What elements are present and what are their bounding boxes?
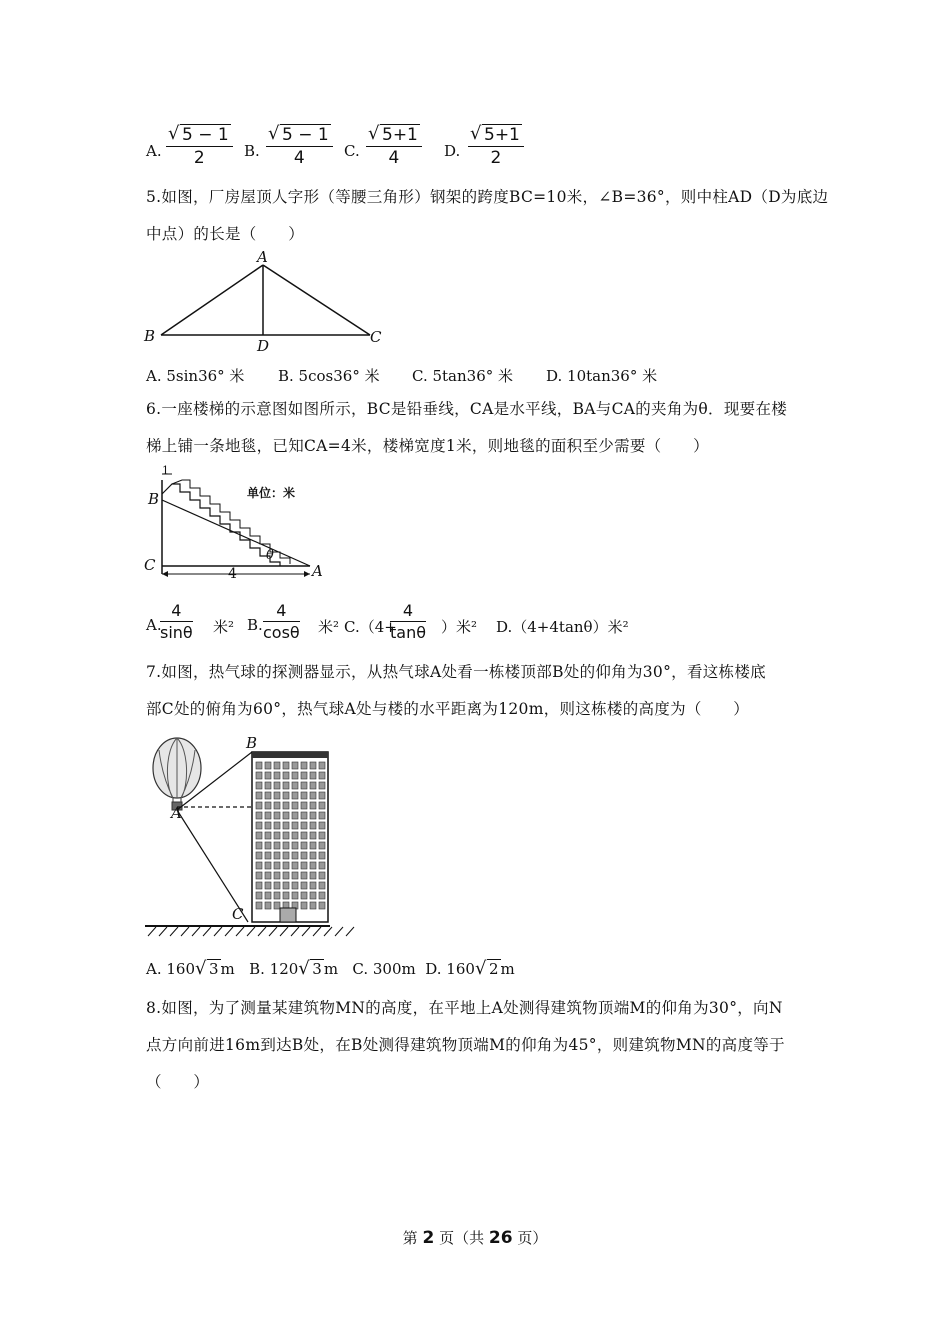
q6-option-a-numerator: 4	[171, 601, 182, 620]
q5-option-c: C. 5tan36° 米	[412, 367, 514, 385]
q4-option-c-label: C.	[344, 142, 360, 160]
q5-label-c: C	[370, 328, 382, 346]
ground-hatch	[280, 927, 288, 936]
q6-text-line1: 6.一座楼梯的示意图如图所示，BC是铅垂线，CA是水平线，BA与CA的夹角为θ．现要在楼	[146, 400, 788, 418]
building-window	[319, 822, 325, 829]
building-window	[283, 882, 289, 889]
q7-label-a: A	[171, 804, 182, 822]
q6-option-b-numerator: 4	[276, 601, 287, 620]
building-window	[265, 822, 271, 829]
building-window	[301, 782, 307, 789]
building-window	[265, 782, 271, 789]
building-window	[319, 862, 325, 869]
ground-hatch	[236, 927, 244, 936]
building-window	[310, 772, 316, 779]
building-window	[265, 812, 271, 819]
building-window	[283, 822, 289, 829]
building-window	[283, 852, 289, 859]
ground-hatch	[346, 927, 354, 936]
building-window	[301, 892, 307, 899]
building-window	[274, 772, 280, 779]
building-window	[319, 782, 325, 789]
building-window	[310, 762, 316, 769]
building-window	[319, 842, 325, 849]
building-window	[310, 842, 316, 849]
building-window	[274, 832, 280, 839]
building-window	[292, 762, 298, 769]
q8-text-line1: 8.如图，为了测量某建筑物MN的高度，在平地上A处测得建筑物顶端M的仰角为30°，向N	[146, 999, 783, 1017]
q6-option-c-fraction	[390, 601, 426, 642]
building-window	[301, 812, 307, 819]
q6-text-line2: 梯上铺一条地毯，已知CA=4米，楼梯宽度1米，则地毯的面积至少需要（ ）	[146, 437, 709, 455]
q7-option-b-prefix: B. 120	[249, 960, 299, 978]
q4-option-a-numerator: 5 − 1	[182, 125, 229, 145]
building-icon	[252, 752, 328, 922]
q5-triangle-figure	[140, 250, 390, 360]
ground-hatch	[192, 927, 200, 936]
q4-option-b-fraction: √ 5 − 1 4	[266, 125, 333, 168]
ground-hatch	[225, 927, 233, 936]
building-window	[310, 862, 316, 869]
q6-option-a-unit: 米²	[213, 618, 235, 636]
building-window	[292, 862, 298, 869]
building-window	[283, 802, 289, 809]
ground-hatch	[214, 927, 222, 936]
q6-option-c-unit: ）米²	[441, 618, 478, 636]
building-window	[274, 882, 280, 889]
building-window	[256, 842, 262, 849]
building-window	[265, 842, 271, 849]
q4-option-a-denominator: 2	[193, 148, 205, 168]
q7-label-c: C	[232, 905, 244, 923]
building-window	[301, 842, 307, 849]
q6-option-b-unit: 米²	[318, 618, 340, 636]
q5-option-a: A. 5sin36° 米	[146, 367, 245, 385]
q5-text-line1: 5.如图，厂房屋顶人字形（等腰三角形）钢架的跨度BC=10米，∠B=36°，则中柱AD（D为底边	[146, 188, 829, 206]
building-window	[292, 812, 298, 819]
building-window	[256, 782, 262, 789]
building-window	[292, 822, 298, 829]
ground-hatch	[247, 927, 255, 936]
building-window	[283, 842, 289, 849]
building-window	[274, 842, 280, 849]
building-window	[274, 852, 280, 859]
building-window	[319, 902, 325, 909]
building-window	[265, 902, 271, 909]
q7-option-b-radicand: 3	[312, 960, 322, 978]
q5-option-b: B. 5cos36° 米	[278, 367, 380, 385]
q8-text-line2: 点方向前进16m到达B处，在B处测得建筑物顶端M的仰角为45°，则建筑物MN的高度等于	[146, 1036, 785, 1054]
building-window	[301, 772, 307, 779]
hot-air-balloon-icon	[153, 738, 201, 810]
q7-options: A. 160 √ 3 m B. 120 √ 3 m C. 300m D. 160 √ 2 m	[146, 958, 515, 979]
q6-option-a-label: A.	[146, 616, 162, 634]
q6-option-b-fraction	[263, 601, 300, 642]
building-window	[310, 902, 316, 909]
building-window	[256, 832, 262, 839]
q6-option-b-denominator: cosθ	[263, 623, 300, 642]
footer-middle: 页（共	[439, 1229, 485, 1247]
building-window	[265, 792, 271, 799]
building-window	[274, 902, 280, 909]
building-window	[319, 802, 325, 809]
building-window	[310, 802, 316, 809]
q7-option-a-prefix: A. 160	[146, 960, 195, 978]
ground-hatch	[170, 927, 178, 936]
building-window	[265, 882, 271, 889]
building-window	[256, 812, 262, 819]
q7-option-c: C. 300m	[352, 960, 416, 978]
building-window	[319, 872, 325, 879]
q4-option-b-denominator: 4	[293, 148, 305, 168]
building-window	[310, 782, 316, 789]
building-window	[274, 792, 280, 799]
building-window	[265, 832, 271, 839]
building-window	[265, 772, 271, 779]
q7-option-a-radicand: 3	[209, 960, 219, 978]
ground-hatch	[291, 927, 299, 936]
ground-hatching	[148, 927, 354, 936]
building-window	[292, 802, 298, 809]
building-window	[274, 812, 280, 819]
q6-option-c-denominator: tanθ	[390, 623, 427, 642]
building-window	[292, 792, 298, 799]
q5-label-d: D	[257, 337, 270, 355]
ground-hatch	[148, 927, 156, 936]
building-window	[292, 832, 298, 839]
building-window	[265, 762, 271, 769]
q5-text-line2: 中点）的长是（ ）	[146, 225, 305, 243]
building-window	[283, 772, 289, 779]
q6-label-c: C	[144, 556, 156, 574]
building-window	[283, 872, 289, 879]
q7-balloon-building-figure	[140, 730, 360, 945]
q4-option-c-denominator: 4	[388, 148, 400, 168]
building-window	[301, 852, 307, 859]
building-window	[274, 782, 280, 789]
q7-text-line1: 7.如图，热气球的探测器显示，从热气球A处看一栋楼顶部B处的仰角为30°，看这栋楼底	[146, 663, 766, 681]
q7-option-a-unit: m	[220, 960, 235, 978]
staircase-slope-ba	[162, 500, 310, 566]
building-window	[292, 772, 298, 779]
building-window	[319, 852, 325, 859]
ground-hatch	[324, 927, 332, 936]
q6-label-width: 1	[162, 464, 169, 477]
q6-label-length: 4	[228, 566, 237, 582]
building-window	[310, 872, 316, 879]
building-window	[256, 882, 262, 889]
building-window	[292, 892, 298, 899]
q6-label-a: A	[312, 562, 323, 580]
building-window	[301, 832, 307, 839]
ground-hatch	[269, 927, 277, 936]
building-window	[319, 882, 325, 889]
q4-option-d-denominator: 2	[490, 148, 502, 168]
building-window	[265, 802, 271, 809]
building-window	[256, 862, 262, 869]
building-window	[256, 822, 262, 829]
q7-label-b: B	[246, 734, 258, 752]
q6-unit-label: 单位：米	[247, 486, 296, 500]
building-window	[319, 812, 325, 819]
staircase-diagram	[140, 470, 340, 585]
ground-hatch	[302, 927, 310, 936]
building-window	[292, 872, 298, 879]
building-window	[283, 782, 289, 789]
building-window	[283, 892, 289, 899]
building-window	[310, 832, 316, 839]
building-window	[256, 872, 262, 879]
building-window	[301, 902, 307, 909]
q4-option-d-fraction: √ 5+1 2	[468, 125, 524, 168]
building-window	[310, 822, 316, 829]
building-window	[283, 792, 289, 799]
building-window	[256, 852, 262, 859]
triangle-side-ac	[263, 265, 370, 335]
building-window	[301, 802, 307, 809]
building-window	[283, 862, 289, 869]
building-window	[256, 762, 262, 769]
building-window	[310, 792, 316, 799]
building-window	[274, 802, 280, 809]
building-window	[256, 772, 262, 779]
balloon-building-diagram	[140, 730, 360, 945]
q5-option-d: D. 10tan36° 米	[546, 367, 658, 385]
building-window	[256, 802, 262, 809]
building-window	[292, 882, 298, 889]
ground-hatch	[313, 927, 321, 936]
building-window	[319, 772, 325, 779]
q6-option-a-fraction	[160, 601, 193, 642]
building-window	[319, 832, 325, 839]
building-window	[301, 882, 307, 889]
ground-hatch	[159, 927, 167, 936]
q6-option-d: D.（4+4tanθ）米²	[496, 618, 629, 636]
q4-option-a-fraction: √ 5 − 1 2	[166, 125, 233, 168]
q8-text-line3: （ ）	[146, 1073, 210, 1091]
q6-option-b-label: B.	[247, 616, 263, 634]
building-window	[274, 862, 280, 869]
triangle-side-ab	[161, 265, 263, 335]
building-window	[319, 762, 325, 769]
q5-label-a: A	[257, 248, 268, 266]
building-window	[310, 812, 316, 819]
building-window	[256, 902, 262, 909]
building-window	[283, 812, 289, 819]
q4-option-c-fraction: √ 5+1 4	[366, 125, 422, 168]
q6-staircase-figure	[140, 464, 340, 585]
q4-option-a-label: A.	[146, 142, 162, 160]
q4-option-b-label: B.	[244, 142, 260, 160]
building-window	[292, 842, 298, 849]
building-window	[283, 832, 289, 839]
ground-hatch	[203, 927, 211, 936]
page-footer	[0, 1227, 950, 1248]
building-window	[310, 892, 316, 899]
q7-option-d-radicand: 2	[488, 960, 499, 978]
building-window	[265, 852, 271, 859]
building-window	[274, 892, 280, 899]
q4-option-b-numerator: 5 − 1	[282, 125, 329, 145]
building-window	[301, 792, 307, 799]
q6-option-c-label: C.（4+	[344, 618, 397, 636]
q7-option-b-unit: m	[323, 960, 339, 978]
q7-text-line2: 部C处的俯角为60°，热气球A处与楼的水平距离为120m，则这栋楼的高度为（ ）	[146, 700, 750, 718]
q5-label-b: B	[144, 327, 156, 345]
building-window	[301, 822, 307, 829]
building-window	[274, 762, 280, 769]
q4-option-d-label: D.	[444, 142, 461, 160]
q4-option-c-numerator: 5+1	[382, 125, 418, 145]
q4-option-d-numerator: 5+1	[484, 125, 520, 145]
q6-option-a-denominator: sinθ	[160, 623, 193, 642]
building-window	[292, 782, 298, 789]
footer-total-pages: 26	[488, 1228, 513, 1248]
building-window	[310, 852, 316, 859]
ground-hatch	[181, 927, 189, 936]
building-window	[301, 862, 307, 869]
building-window	[256, 892, 262, 899]
building-window	[274, 822, 280, 829]
building-window	[319, 892, 325, 899]
ground-hatch	[335, 927, 343, 936]
q7-option-d-unit: m	[500, 960, 515, 978]
q6-label-theta: θ	[266, 548, 274, 563]
building-window	[265, 892, 271, 899]
building-window	[256, 792, 262, 799]
ground-hatch	[258, 927, 266, 936]
building-window	[265, 862, 271, 869]
q7-option-d-prefix: D. 160	[425, 960, 475, 978]
footer-prefix: 第	[402, 1229, 418, 1247]
footer-page-number: 2	[422, 1228, 435, 1248]
building-window	[265, 872, 271, 879]
building-window	[292, 852, 298, 859]
building-window	[283, 762, 289, 769]
building-window	[319, 792, 325, 799]
q6-label-b: B	[148, 490, 160, 508]
building-window	[310, 882, 316, 889]
building-window	[274, 872, 280, 879]
building-window	[301, 762, 307, 769]
building-window	[301, 872, 307, 879]
footer-suffix: 页）	[517, 1229, 548, 1247]
q6-option-c-numerator: 4	[402, 601, 414, 620]
